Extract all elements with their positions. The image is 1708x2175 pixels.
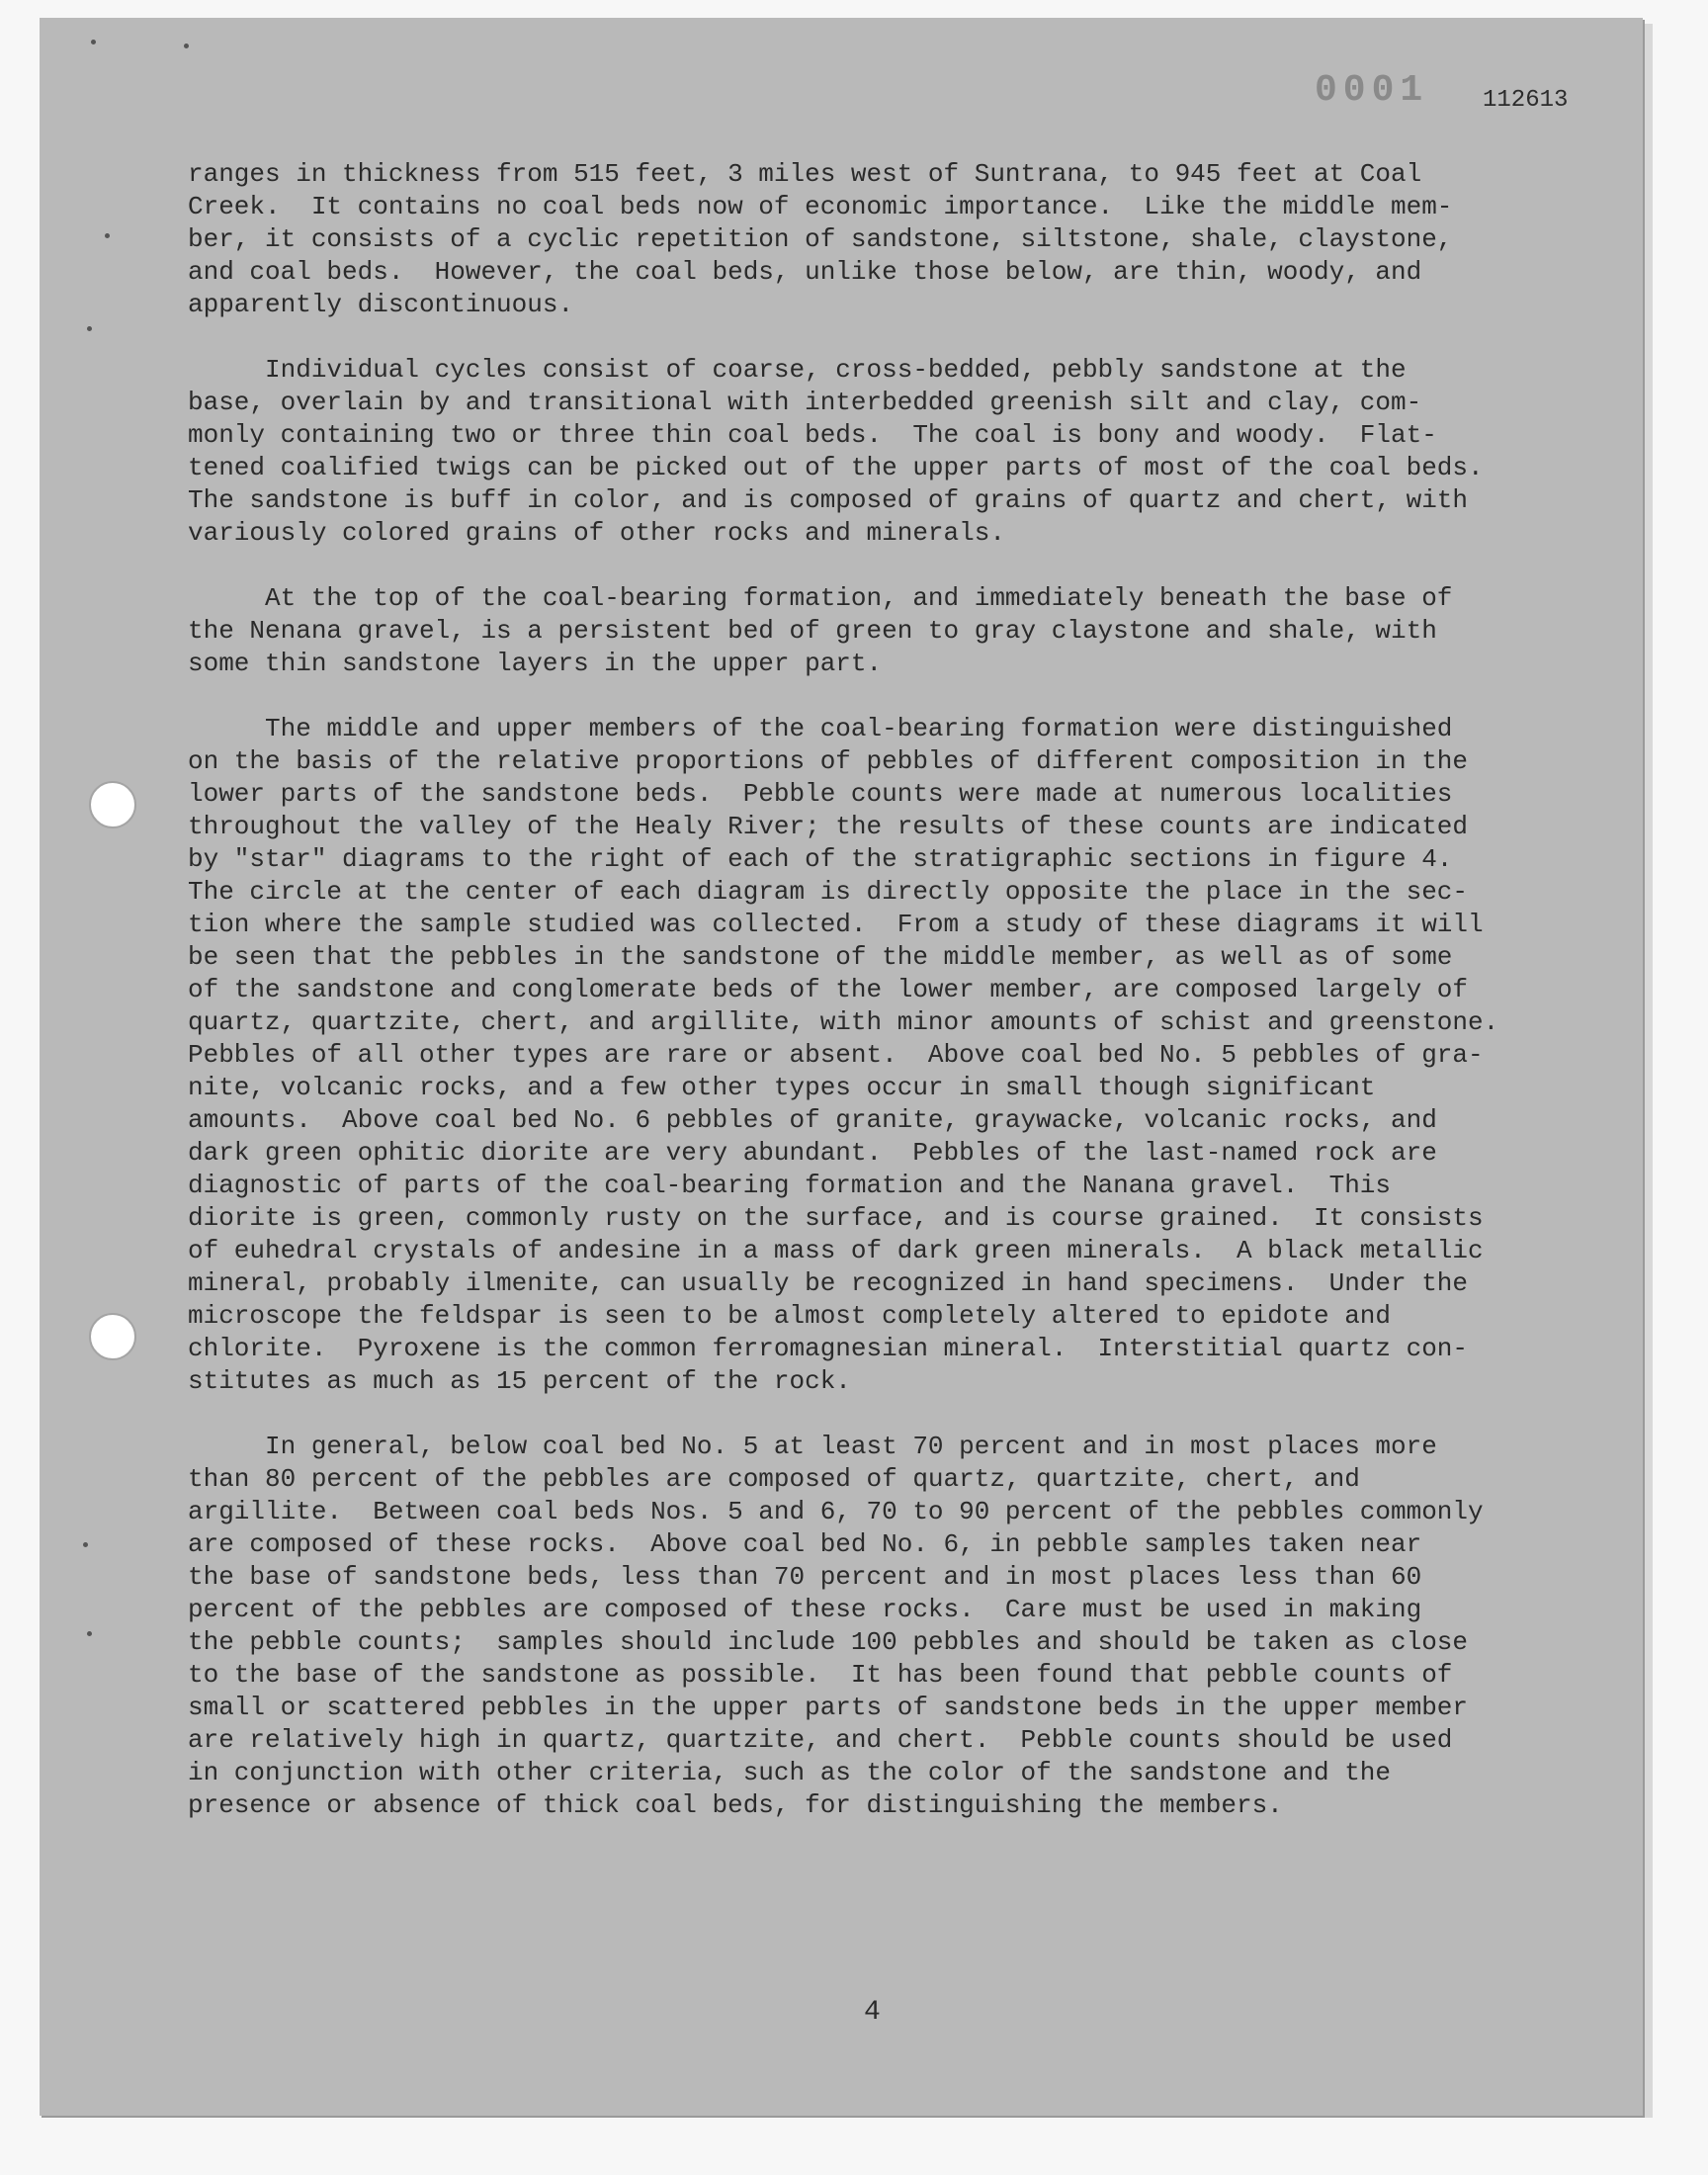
text-line: in conjunction with other criteria, such as the color of the sandstone and the: [188, 1758, 1391, 1787]
page-number: 4: [864, 1997, 881, 2028]
text-line: by "star" diagrams to the right of each of the stratigraphic sections in figure 4.: [188, 844, 1453, 874]
text-line: quartz, quartzite, chert, and argillite, with minor amounts of schist and greenstone.: [188, 1007, 1499, 1037]
text-line: nite, volcanic rocks, and a few other types occur in small though significant: [188, 1073, 1376, 1102]
text-line: In general, below coal bed No. 5 at least 70 percent and in most places more: [188, 1432, 1437, 1461]
text-line: of euhedral crystals of andesine in a mass of dark green minerals. A black metallic: [188, 1236, 1484, 1265]
text-line: ranges in thickness from 515 feet, 3 miles west of Suntrana, to 945 feet at Coal: [188, 159, 1422, 189]
binder-hole-upper: [89, 781, 136, 828]
text-line: tened coalified twigs can be picked out of the upper parts of most of the coal beds.: [188, 453, 1484, 482]
text-line: are relatively high in quartz, quartzite, and chert. Pebble counts should be used: [188, 1725, 1453, 1755]
paragraph: [188, 1431, 1591, 1822]
text-line: ber, it consists of a cyclic repetition of sandstone, siltstone, shale, claystone,: [188, 224, 1453, 254]
text-line: some thin sandstone layers in the upper part.: [188, 649, 883, 678]
text-line: the base of sandstone beds, less than 70 percent and in most places less than 60: [188, 1562, 1422, 1592]
text-line: The sandstone is buff in color, and is composed of grains of quartz and chert, with: [188, 485, 1469, 515]
text-line: argillite. Between coal beds Nos. 5 and 6, 70 to 90 percent of the pebbles commonly: [188, 1497, 1484, 1526]
text-line: presence or absence of thick coal beds, for distinguishing the members.: [188, 1790, 1283, 1820]
text-line: diagnostic of parts of the coal-bearing formation and the Nanana gravel. This: [188, 1171, 1391, 1200]
text-line: The circle at the center of each diagram is directly opposite the place in the sec-: [188, 877, 1469, 907]
text-line: percent of the pebbles are composed of these rocks. Care must be used in making: [188, 1595, 1422, 1624]
paragraph: [188, 354, 1591, 550]
speck: [91, 40, 96, 44]
text-line: on the basis of the relative proportions of pebbles of different composition in the: [188, 746, 1469, 776]
stamp-number: 0001: [1315, 69, 1429, 112]
text-line: be seen that the pebbles in the sandstone of the middle member, as well as of some: [188, 942, 1453, 972]
paragraph: [188, 713, 1591, 1398]
text-line: amounts. Above coal bed No. 6 pebbles of granite, graywacke, volcanic rocks, and: [188, 1105, 1437, 1135]
body-text: [188, 158, 1591, 1822]
text-line: to the base of the sandstone as possible. It has been found that pebble counts of: [188, 1660, 1453, 1690]
text-line: microscope the feldspar is seen to be almost completely altered to epidote and: [188, 1301, 1391, 1331]
paragraph: [188, 582, 1591, 680]
text-line: diorite is green, commonly rusty on the surface, and is course grained. It consists: [188, 1203, 1484, 1233]
text-line: the pebble counts; samples should include 100 pebbles and should be taken as close: [188, 1627, 1469, 1657]
binder-hole-lower: [89, 1313, 136, 1360]
page-shadow: [1643, 24, 1653, 2118]
speck: [87, 326, 92, 331]
paragraph: [188, 158, 1591, 321]
text-line: the Nenana gravel, is a persistent bed of green to gray claystone and shale, with: [188, 616, 1437, 646]
speck: [184, 44, 189, 48]
page-code: 112613: [1483, 87, 1569, 114]
text-line: mineral, probably ilmenite, can usually be recognized in hand specimens. Under the: [188, 1268, 1469, 1298]
text-line: The middle and upper members of the coal-bearing formation were distinguished: [188, 714, 1453, 743]
text-line: throughout the valley of the Healy River; the results of these counts are indicated: [188, 812, 1469, 841]
text-line: than 80 percent of the pebbles are composed of quartz, quartzite, chert, and: [188, 1464, 1360, 1494]
text-line: apparently discontinuous.: [188, 290, 574, 319]
speck: [83, 1542, 88, 1547]
text-line: stitutes as much as 15 percent of the rock.: [188, 1366, 851, 1396]
text-line: are composed of these rocks. Above coal bed No. 6, in pebble samples taken near: [188, 1529, 1422, 1559]
text-line: monly containing two or three thin coal beds. The coal is bony and woody. Flat-: [188, 420, 1437, 450]
text-line: dark green ophitic diorite are very abundant. Pebbles of the last-named rock are: [188, 1138, 1437, 1168]
text-line: of the sandstone and conglomerate beds of the lower member, are composed largely of: [188, 975, 1469, 1004]
text-line: chlorite. Pyroxene is the common ferromagnesian mineral. Interstitial quartz con-: [188, 1334, 1469, 1363]
text-line: tion where the sample studied was collected. From a study of these diagrams it will: [188, 910, 1484, 939]
text-line: Pebbles of all other types are rare or absent. Above coal bed No. 5 pebbles of gra-: [188, 1040, 1484, 1070]
text-line: Creek. It contains no coal beds now of economic importance. Like the middle mem-: [188, 192, 1453, 221]
text-line: and coal beds. However, the coal beds, unlike those below, are thin, woody, and: [188, 257, 1422, 287]
speck: [105, 233, 110, 238]
text-line: small or scattered pebbles in the upper parts of sandstone beds in the upper member: [188, 1693, 1469, 1722]
speck: [87, 1631, 92, 1636]
text-line: base, overlain by and transitional with interbedded greenish silt and clay, com-: [188, 388, 1422, 417]
text-line: Individual cycles consist of coarse, cross-bedded, pebbly sandstone at the: [188, 355, 1407, 385]
text-line: At the top of the coal-bearing formation, and immediately beneath the base of: [188, 583, 1453, 613]
text-line: variously colored grains of other rocks and minerals.: [188, 518, 1005, 548]
text-line: lower parts of the sandstone beds. Pebble counts were made at numerous localities: [188, 779, 1453, 809]
